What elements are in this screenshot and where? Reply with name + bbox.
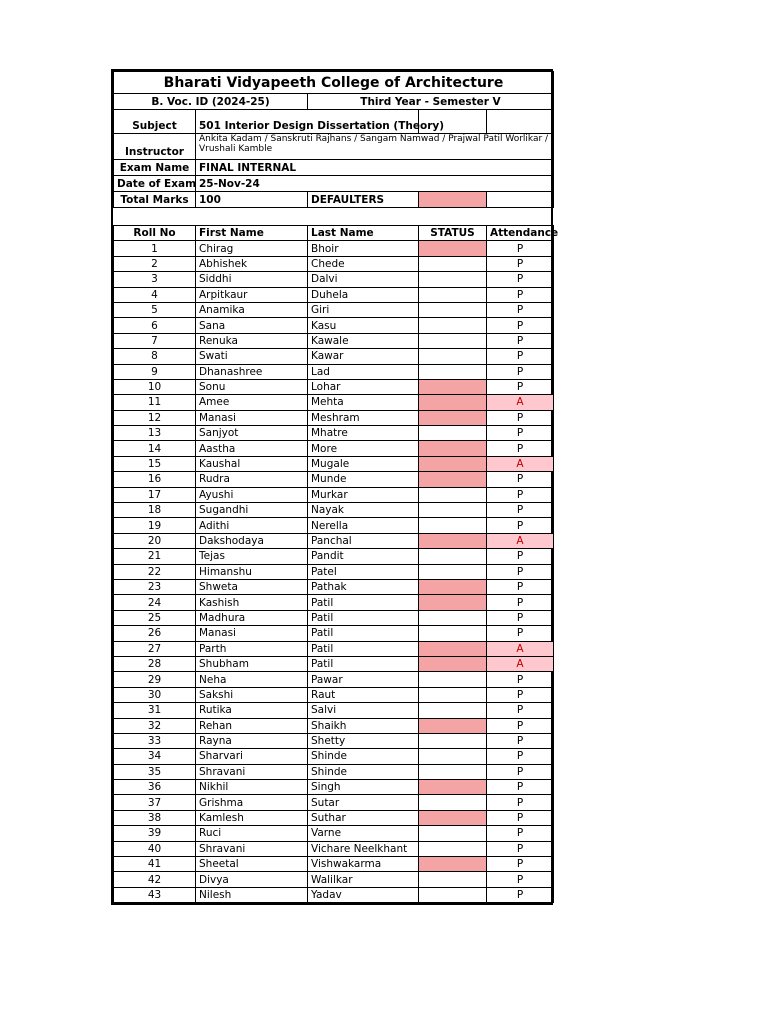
table-row (114, 564, 554, 579)
first-name-cell: Shweta (196, 579, 308, 594)
table-row (114, 302, 554, 317)
status-cell (419, 887, 487, 902)
roll-no-cell: 24 (114, 595, 196, 610)
last-name-cell: Lohar (308, 379, 419, 394)
attendance-cell: P (487, 349, 554, 364)
attendance-cell: P (487, 318, 554, 333)
status-cell (419, 872, 487, 887)
roll-no-cell: 32 (114, 718, 196, 733)
attendance-cell: P (487, 857, 554, 872)
first-name-cell: Ruci (196, 826, 308, 841)
roll-no-cell: 14 (114, 441, 196, 456)
roll-no-cell: 1 (114, 241, 196, 256)
attendance-cell: P (487, 379, 554, 394)
attendance-cell: P (487, 518, 554, 533)
first-name-cell: Divya (196, 872, 308, 887)
last-name-cell: Dalvi (308, 272, 419, 287)
table-row (114, 872, 554, 887)
roll-no-cell: 15 (114, 456, 196, 471)
attendance-cell: A (487, 395, 554, 410)
first-name-cell: Manasi (196, 410, 308, 425)
first-name-cell: Dakshodaya (196, 533, 308, 548)
status-cell (419, 703, 487, 718)
status-cell (419, 857, 487, 872)
status-cell (419, 549, 487, 564)
roll-no-cell: 23 (114, 579, 196, 594)
status-cell (419, 610, 487, 625)
year-semester-cell: Third Year - Semester V (308, 94, 554, 110)
last-name-cell: Shinde (308, 764, 419, 779)
roll-no-cell: 36 (114, 780, 196, 795)
defaulters-legend-swatch (419, 192, 487, 208)
attendance-cell: P (487, 764, 554, 779)
table-row (114, 256, 554, 271)
last-name-cell: Patil (308, 626, 419, 641)
first-name-cell: Manasi (196, 626, 308, 641)
status-cell (419, 272, 487, 287)
date-of-exam-label: Date of Exam (114, 176, 196, 192)
table-row (114, 333, 554, 348)
table-row (114, 687, 554, 702)
last-name-cell: Shetty (308, 733, 419, 748)
table-row (114, 349, 554, 364)
subject-value: 501 Interior Design Dissertation (Theory) (196, 110, 419, 134)
first-name-cell: Shravani (196, 764, 308, 779)
last-name-cell: Kasu (308, 318, 419, 333)
first-name-cell: Amee (196, 395, 308, 410)
first-name-cell: Sheetal (196, 857, 308, 872)
attendance-cell: P (487, 810, 554, 825)
first-name-cell: Dhanashree (196, 364, 308, 379)
last-name-cell: Nayak (308, 503, 419, 518)
last-name-cell: Bhoir (308, 241, 419, 256)
roll-no-cell: 43 (114, 887, 196, 902)
status-cell (419, 718, 487, 733)
status-cell (419, 579, 487, 594)
first-name-cell: Neha (196, 672, 308, 687)
last-name-cell: Patil (308, 656, 419, 671)
roll-no-cell: 22 (114, 564, 196, 579)
last-name-cell: Munde (308, 472, 419, 487)
table-row (114, 441, 554, 456)
first-name-cell: Rehan (196, 718, 308, 733)
status-cell (419, 626, 487, 641)
last-name-cell: Mehta (308, 395, 419, 410)
attendance-cell: A (487, 656, 554, 671)
roll-no-cell: 4 (114, 287, 196, 302)
table-row (114, 610, 554, 625)
last-name-cell: Vishwakarma (308, 857, 419, 872)
status-cell (419, 687, 487, 702)
table-row (114, 472, 554, 487)
status-cell (419, 241, 487, 256)
table-row (114, 656, 554, 671)
roll-no-cell: 26 (114, 626, 196, 641)
attendance-cell: P (487, 241, 554, 256)
roll-no-cell: 25 (114, 610, 196, 625)
student-rows (114, 241, 554, 903)
status-cell (419, 795, 487, 810)
instructor-label: Instructor (114, 134, 196, 160)
roll-no-cell: 8 (114, 349, 196, 364)
status-cell (419, 564, 487, 579)
table-row (114, 857, 554, 872)
roll-no-cell: 17 (114, 487, 196, 502)
table-row (114, 518, 554, 533)
roll-no-cell: 39 (114, 826, 196, 841)
first-name-cell: Sana (196, 318, 308, 333)
spacer-row (114, 208, 554, 226)
exam-name-label: Exam Name (114, 160, 196, 176)
table-row (114, 364, 554, 379)
last-name-cell: Mugale (308, 456, 419, 471)
attendance-cell: P (487, 302, 554, 317)
attendance-cell: P (487, 549, 554, 564)
last-name-cell: Murkar (308, 487, 419, 502)
first-name-cell: Rudra (196, 472, 308, 487)
status-cell (419, 672, 487, 687)
last-name-cell: Shaikh (308, 718, 419, 733)
attendance-cell: P (487, 826, 554, 841)
attendance-cell: A (487, 533, 554, 548)
status-cell (419, 503, 487, 518)
last-name-cell: Patil (308, 595, 419, 610)
attendance-cell: P (487, 256, 554, 271)
last-name-cell: Pawar (308, 672, 419, 687)
status-cell (419, 733, 487, 748)
attendance-cell: P (487, 364, 554, 379)
last-name-cell: Chede (308, 256, 419, 271)
first-name-cell: Arpitkaur (196, 287, 308, 302)
table-row (114, 672, 554, 687)
table-row (114, 641, 554, 656)
first-name-cell: Sakshi (196, 687, 308, 702)
attendance-cell: P (487, 410, 554, 425)
first-name-cell: Adithi (196, 518, 308, 533)
status-cell (419, 410, 487, 425)
last-name-cell: Walilkar (308, 872, 419, 887)
status-cell (419, 656, 487, 671)
last-name-cell: Panchal (308, 533, 419, 548)
roll-no-cell: 41 (114, 857, 196, 872)
attendance-cell: P (487, 595, 554, 610)
status-cell (419, 349, 487, 364)
last-name-cell: Duhela (308, 287, 419, 302)
table-row (114, 318, 554, 333)
total-marks-label: Total Marks (114, 192, 196, 208)
table-row (114, 410, 554, 425)
last-name-cell: Giri (308, 302, 419, 317)
attendance-cell: P (487, 887, 554, 902)
table-row (114, 287, 554, 302)
first-name-cell: Shravani (196, 841, 308, 856)
first-name-cell: Rutika (196, 703, 308, 718)
first-name-cell: Sonu (196, 379, 308, 394)
attendance-cell: P (487, 579, 554, 594)
status-cell (419, 780, 487, 795)
sheet-table (113, 71, 559, 903)
last-name-cell: Patel (308, 564, 419, 579)
status-cell (419, 456, 487, 471)
table-row (114, 718, 554, 733)
table-row (114, 795, 554, 810)
roll-no-cell: 10 (114, 379, 196, 394)
status-cell (419, 826, 487, 841)
status-cell (419, 395, 487, 410)
last-name-cell: Nerella (308, 518, 419, 533)
first-name-cell: Madhura (196, 610, 308, 625)
blank-cell (487, 192, 554, 208)
last-name-cell: Mhatre (308, 426, 419, 441)
first-name-cell: Abhishek (196, 256, 308, 271)
first-name-cell: Swati (196, 349, 308, 364)
roll-no-cell: 11 (114, 395, 196, 410)
roll-no-cell: 31 (114, 703, 196, 718)
first-name-cell: Ayushi (196, 487, 308, 502)
college-title: Bharati Vidyapeeth College of Architecture (114, 72, 554, 94)
date-of-exam-value: 25-Nov-24 (196, 176, 554, 192)
first-name-cell: Sugandhi (196, 503, 308, 518)
first-name-cell: Kashish (196, 595, 308, 610)
status-cell (419, 256, 487, 271)
table-row (114, 841, 554, 856)
table-row (114, 626, 554, 641)
first-name-cell: Shubham (196, 656, 308, 671)
first-name-cell: Nilesh (196, 887, 308, 902)
column-header-roll: Roll No (114, 226, 196, 241)
status-cell (419, 810, 487, 825)
status-cell (419, 364, 487, 379)
roll-no-cell: 13 (114, 426, 196, 441)
attendance-cell: P (487, 749, 554, 764)
column-header-last-name: Last Name (308, 226, 419, 241)
first-name-cell: Aastha (196, 441, 308, 456)
roll-no-cell: 5 (114, 302, 196, 317)
attendance-cell: P (487, 426, 554, 441)
status-cell (419, 841, 487, 856)
table-row (114, 764, 554, 779)
status-cell (419, 749, 487, 764)
table-row (114, 887, 554, 902)
roll-no-cell: 7 (114, 333, 196, 348)
attendance-cell: A (487, 641, 554, 656)
table-row (114, 703, 554, 718)
attendance-cell: P (487, 272, 554, 287)
attendance-cell: P (487, 487, 554, 502)
last-name-cell: Yadav (308, 887, 419, 902)
defaulters-label: DEFAULTERS (308, 192, 419, 208)
last-name-cell: Pandit (308, 549, 419, 564)
last-name-cell: Singh (308, 780, 419, 795)
roll-no-cell: 20 (114, 533, 196, 548)
last-name-cell: Suthar (308, 810, 419, 825)
last-name-cell: Lad (308, 364, 419, 379)
attendance-cell: P (487, 872, 554, 887)
first-name-cell: Rayna (196, 733, 308, 748)
attendance-cell: P (487, 626, 554, 641)
status-cell (419, 379, 487, 394)
status-cell (419, 487, 487, 502)
first-name-cell: Anamika (196, 302, 308, 317)
attendance-cell: A (487, 456, 554, 471)
first-name-cell: Nikhil (196, 780, 308, 795)
table-row (114, 533, 554, 548)
roll-no-cell: 21 (114, 549, 196, 564)
status-cell (419, 441, 487, 456)
first-name-cell: Tejas (196, 549, 308, 564)
status-cell (419, 302, 487, 317)
attendance-cell: P (487, 503, 554, 518)
first-name-cell: Parth (196, 641, 308, 656)
total-marks-value: 100 (196, 192, 308, 208)
roll-no-cell: 9 (114, 364, 196, 379)
table-row (114, 241, 554, 256)
attendance-cell: P (487, 441, 554, 456)
last-name-cell: Meshram (308, 410, 419, 425)
roll-no-cell: 2 (114, 256, 196, 271)
roll-no-cell: 30 (114, 687, 196, 702)
status-cell (419, 764, 487, 779)
last-name-cell: Sutar (308, 795, 419, 810)
last-name-cell: Pathak (308, 579, 419, 594)
attendance-cell: P (487, 780, 554, 795)
last-name-cell: Salvi (308, 703, 419, 718)
last-name-cell: Vichare Neelkhant (308, 841, 419, 856)
status-cell (419, 641, 487, 656)
attendance-cell: P (487, 703, 554, 718)
attendance-cell: P (487, 733, 554, 748)
roll-no-cell: 18 (114, 503, 196, 518)
table-row (114, 426, 554, 441)
first-name-cell: Himanshu (196, 564, 308, 579)
table-row (114, 780, 554, 795)
attendance-cell: P (487, 287, 554, 302)
last-name-cell: Raut (308, 687, 419, 702)
first-name-cell: Sanjyot (196, 426, 308, 441)
attendance-cell: P (487, 672, 554, 687)
table-row (114, 810, 554, 825)
attendance-cell: P (487, 610, 554, 625)
roll-no-cell: 33 (114, 733, 196, 748)
subject-label: Subject (114, 110, 196, 134)
last-name-cell: Patil (308, 641, 419, 656)
status-cell (419, 287, 487, 302)
roll-no-cell: 6 (114, 318, 196, 333)
table-row (114, 395, 554, 410)
status-cell (419, 518, 487, 533)
first-name-cell: Renuka (196, 333, 308, 348)
table-row (114, 503, 554, 518)
roll-no-cell: 28 (114, 656, 196, 671)
last-name-cell: Kawale (308, 333, 419, 348)
status-cell (419, 595, 487, 610)
table-row (114, 487, 554, 502)
attendance-cell: P (487, 687, 554, 702)
last-name-cell: More (308, 441, 419, 456)
instructor-value: Ankita Kadam / Sanskruti Rajhans / Sangam Namwad / Prajwal Patil Worlikar / Vrushali Kamble (196, 134, 554, 160)
first-name-cell: Kamlesh (196, 810, 308, 825)
first-name-cell: Sharvari (196, 749, 308, 764)
roll-no-cell: 12 (114, 410, 196, 425)
roll-no-cell: 40 (114, 841, 196, 856)
last-name-cell: Patil (308, 610, 419, 625)
table-row (114, 595, 554, 610)
roll-no-cell: 34 (114, 749, 196, 764)
table-row (114, 826, 554, 841)
table-row (114, 379, 554, 394)
column-header-status: STATUS (419, 226, 487, 241)
roll-no-cell: 3 (114, 272, 196, 287)
column-header-first-name: First Name (196, 226, 308, 241)
last-name-cell: Varne (308, 826, 419, 841)
first-name-cell: Siddhi (196, 272, 308, 287)
attendance-cell: P (487, 841, 554, 856)
roll-no-cell: 38 (114, 810, 196, 825)
roll-no-cell: 29 (114, 672, 196, 687)
program-cell: B. Voc. ID (2024-25) (114, 94, 308, 110)
attendance-cell: P (487, 564, 554, 579)
last-name-cell: Kawar (308, 349, 419, 364)
attendance-cell: P (487, 472, 554, 487)
table-row (114, 579, 554, 594)
roll-no-cell: 35 (114, 764, 196, 779)
table-row (114, 733, 554, 748)
attendance-cell: P (487, 333, 554, 348)
first-name-cell: Chirag (196, 241, 308, 256)
table-row (114, 749, 554, 764)
attendance-cell: P (487, 718, 554, 733)
status-cell (419, 318, 487, 333)
last-name-cell: Shinde (308, 749, 419, 764)
first-name-cell: Kaushal (196, 456, 308, 471)
table-row (114, 272, 554, 287)
roll-no-cell: 16 (114, 472, 196, 487)
roll-no-cell: 19 (114, 518, 196, 533)
table-row (114, 456, 554, 471)
attendance-sheet (111, 69, 559, 905)
status-cell (419, 333, 487, 348)
status-cell (419, 426, 487, 441)
table-row (114, 549, 554, 564)
roll-no-cell: 27 (114, 641, 196, 656)
first-name-cell: Grishma (196, 795, 308, 810)
exam-name-value: FINAL INTERNAL (196, 160, 554, 176)
roll-no-cell: 42 (114, 872, 196, 887)
column-header-attendance: Attendance (487, 226, 554, 241)
attendance-cell: P (487, 795, 554, 810)
roll-no-cell: 37 (114, 795, 196, 810)
status-cell (419, 533, 487, 548)
blank-cell (487, 110, 554, 134)
status-cell (419, 472, 487, 487)
